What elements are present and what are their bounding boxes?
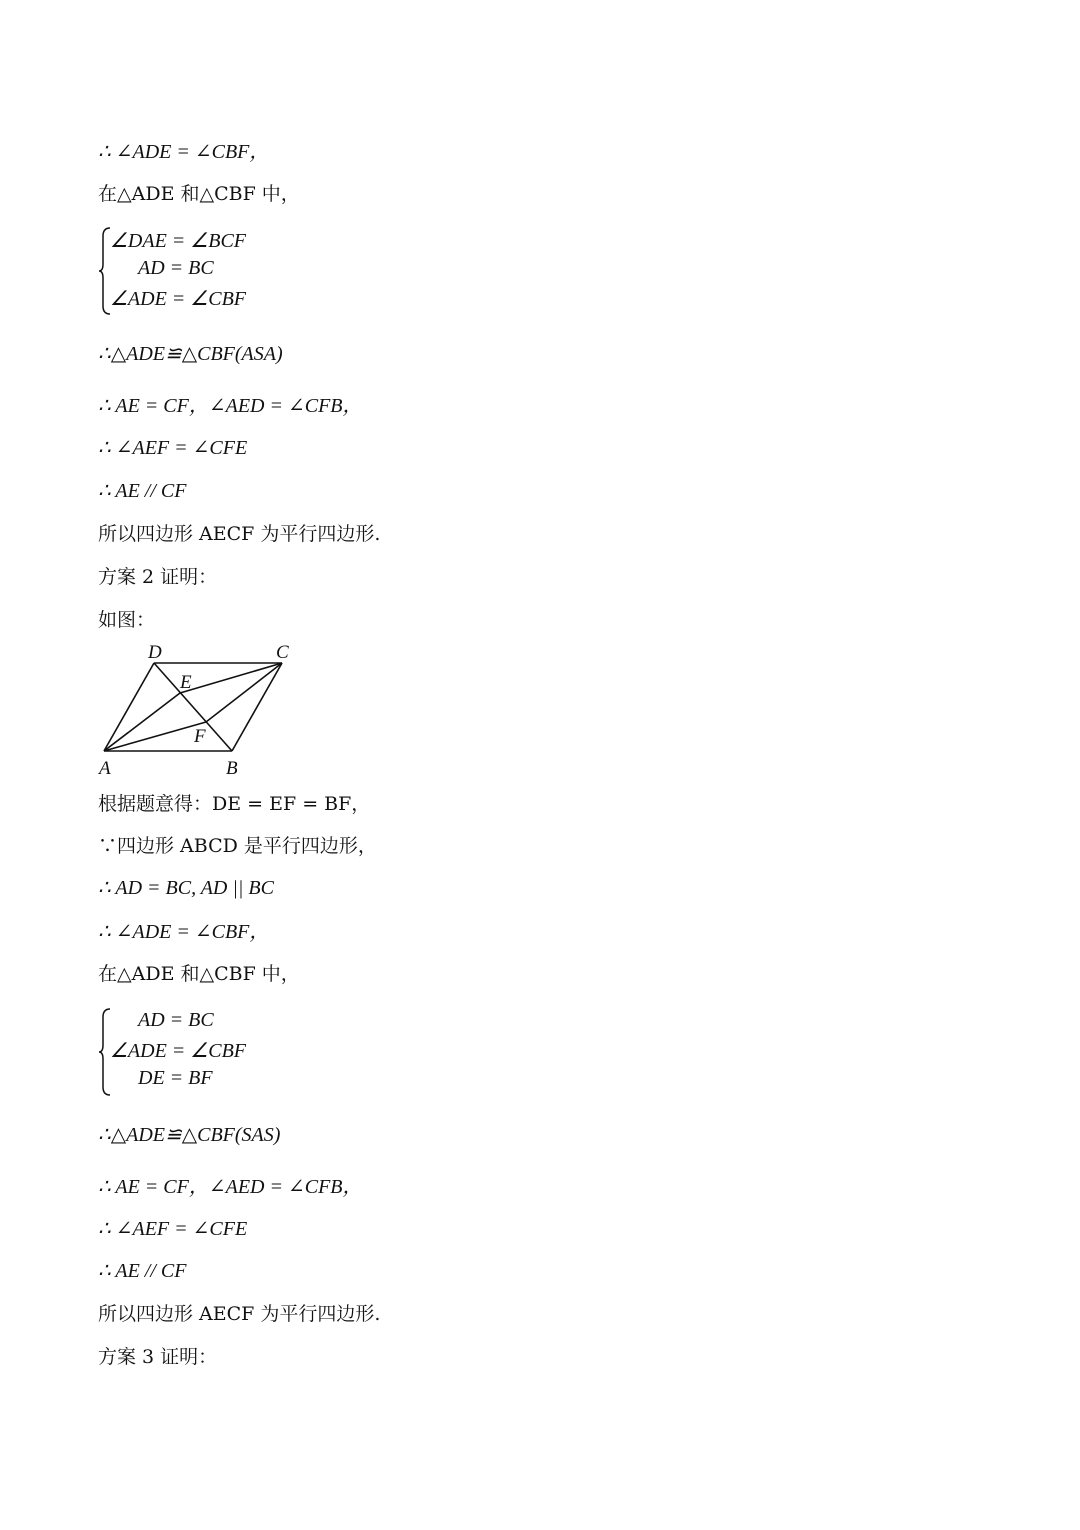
system-row: ∠ADE = ∠CBF [110, 288, 247, 310]
proof-line: ∴ AE = CF，∠AED = ∠CFB， [98, 1176, 363, 1198]
proof-line: 所以四边形 AECF 为平行四边形. [98, 1303, 381, 1325]
proof-line: ∵四边形 ABCD 是平行四边形， [98, 835, 377, 857]
equation-system-2 [98, 1007, 358, 1097]
proof-line: ∴ ∠ADE = ∠CBF， [98, 921, 270, 943]
system-row: AD = BC [138, 257, 214, 279]
proof-line: ∴ ∠AEF = ∠CFE [98, 1218, 248, 1240]
segment-fc [206, 663, 282, 722]
segment-da [104, 663, 154, 751]
proof-line: 根据题意得：DE = EF = BF， [98, 793, 371, 815]
system-row: ∠DAE = ∠BCF [110, 230, 247, 252]
label-e: E [180, 672, 192, 693]
proof-line: ∴ AE // CF [98, 1260, 187, 1282]
diagonal-db [154, 663, 232, 751]
system-row: ∠ADE = ∠CBF [110, 1040, 247, 1062]
proof-line: ∴ ∠ADE = ∠CBF， [98, 141, 270, 163]
proof-line: 如图： [98, 609, 156, 631]
proof-line: ∴△ADE≌△CBF(ASA) [98, 343, 283, 365]
equation-system-1 [98, 226, 358, 316]
segment-af [104, 722, 206, 751]
proof-line: 所以四边形 AECF 为平行四边形. [98, 523, 381, 545]
parallelogram-figure [96, 638, 306, 780]
proof-line: 在△ADE 和△CBF 中， [98, 963, 300, 985]
label-f: F [194, 726, 206, 747]
proof-line: ∴△ADE≌△CBF(SAS) [98, 1124, 281, 1146]
label-d: D [148, 642, 162, 663]
label-b: B [226, 758, 238, 779]
proof-line: ∴ AD = BC, AD || BC [98, 877, 274, 899]
proof-line: 在△ADE 和△CBF 中， [98, 183, 300, 205]
section-heading: 方案 3 证明： [98, 1346, 218, 1368]
proof-line: ∴ ∠AEF = ∠CFE [98, 437, 248, 459]
proof-line: ∴ AE // CF [98, 480, 187, 502]
system-row: AD = BC [138, 1009, 214, 1031]
label-c: C [276, 642, 289, 663]
label-a: A [99, 758, 111, 779]
segment-ae [104, 693, 180, 751]
section-heading: 方案 2 证明： [98, 566, 218, 588]
system-row: DE = BF [138, 1067, 213, 1089]
proof-line: ∴ AE = CF，∠AED = ∠CFB， [98, 395, 363, 417]
